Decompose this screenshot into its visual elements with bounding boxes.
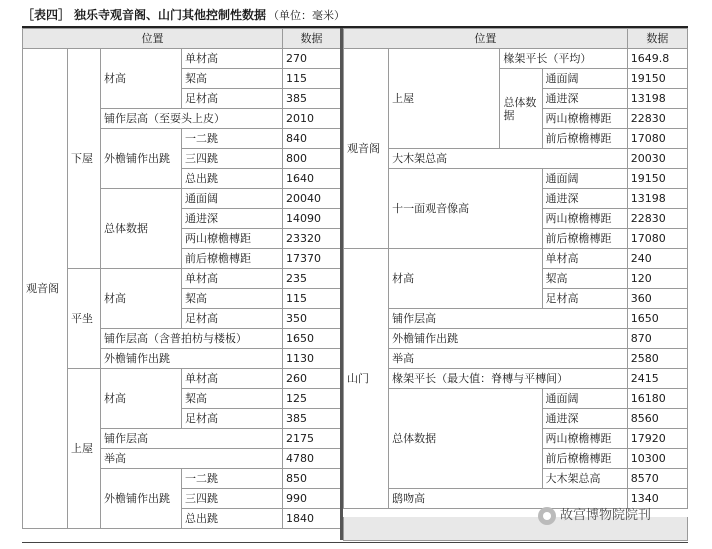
row-value: 17080: [627, 229, 687, 249]
row-value: 850: [283, 469, 341, 489]
row-label: 三四跳: [182, 149, 283, 169]
building-guanyinge: 观音阁: [344, 49, 389, 249]
row-group-label: 材高: [101, 49, 182, 109]
row-label: 前后橑檐槫距: [542, 229, 627, 249]
row-label: 单材高: [182, 369, 283, 389]
header-position: 位置: [23, 29, 283, 49]
row-label: 总出跳: [182, 509, 283, 529]
row-value: 20030: [627, 149, 687, 169]
row-group-label: 总体数据: [101, 189, 182, 269]
row-value: 120: [627, 269, 687, 289]
row-value: 1650: [627, 309, 687, 329]
row-value: 13198: [627, 189, 687, 209]
row-value: 4780: [283, 449, 341, 469]
row-value: 385: [283, 409, 341, 429]
row-label: 栔高: [182, 289, 283, 309]
row-value: 1130: [283, 349, 341, 369]
row-label: 铺作层高: [101, 429, 283, 449]
row-value: 2415: [627, 369, 687, 389]
row-value: 115: [283, 289, 341, 309]
row-label: 通进深: [542, 189, 627, 209]
row-value: 1649.8: [627, 49, 687, 69]
row-value: 240: [627, 249, 687, 269]
row-group-label: 总体数据: [389, 389, 542, 489]
row-label: 通面阔: [542, 389, 627, 409]
row-group-label: 材高: [389, 249, 542, 309]
guanyinge-table: [22, 28, 341, 529]
row-label: 椽架平长（平均）: [500, 49, 627, 69]
row-value: 13198: [627, 89, 687, 109]
row-label: 通面阔: [542, 69, 627, 89]
row-group-label: 外檐铺作出跳: [101, 129, 182, 189]
row-label: 前后橑檐槫距: [542, 129, 627, 149]
watermark: [538, 505, 651, 527]
row-value: 385: [283, 89, 341, 109]
row-value: 870: [627, 329, 687, 349]
table-title: 独乐寺观音阁、山门其他控制性数据: [74, 8, 267, 22]
row-label: 鸱吻高: [389, 489, 628, 509]
row-label: 前后橑檐槫距: [542, 449, 627, 469]
table-unit: （单位：毫米）: [268, 9, 346, 22]
row-value: 270: [283, 49, 341, 69]
row-value: 360: [627, 289, 687, 309]
row-label: 足材高: [182, 89, 283, 109]
row-label: 大木架总高: [389, 149, 628, 169]
row-value: 16180: [627, 389, 687, 409]
row-label: 外檐铺作出跳: [101, 349, 283, 369]
row-label: 单材高: [542, 249, 627, 269]
header-position: 位置: [344, 29, 628, 49]
row-value: 8570: [627, 469, 687, 489]
row-label: 栔高: [182, 389, 283, 409]
row-label: 通面阔: [542, 169, 627, 189]
row-value: 990: [283, 489, 341, 509]
shanmen-table: [343, 28, 688, 509]
row-value: 1650: [283, 329, 341, 349]
row-group-label: 十一面观音像高: [389, 169, 542, 249]
row-value: 125: [283, 389, 341, 409]
wechat-logo-icon: [538, 507, 556, 525]
row-label: 外檐铺作出跳: [389, 329, 628, 349]
table-caption: [22, 6, 345, 24]
row-label: 一二跳: [182, 129, 283, 149]
row-label: 椽架平长（最大值：脊槫与平槫间）: [389, 369, 628, 389]
row-label: 单材高: [182, 49, 283, 69]
row-label: 举高: [389, 349, 628, 369]
row-label: 一二跳: [182, 469, 283, 489]
row-value: 17920: [627, 429, 687, 449]
row-value: 23320: [283, 229, 341, 249]
row-value: 17080: [627, 129, 687, 149]
row-label: 铺作层高（含普拍枋与楼板）: [101, 329, 283, 349]
row-value: 19150: [627, 169, 687, 189]
watermark-text: 故宫博物院院刊: [560, 508, 652, 523]
row-group-label: 外檐铺作出跳: [101, 469, 182, 529]
row-label: 通进深: [182, 209, 283, 229]
row-label: 两山橑檐槫距: [542, 429, 627, 449]
section-pingzuo: 平坐: [68, 269, 101, 369]
row-label: 通进深: [542, 89, 627, 109]
building-guanyinge: 观音阁: [23, 49, 68, 529]
row-label: 足材高: [182, 409, 283, 429]
row-label: 通面阔: [182, 189, 283, 209]
row-group-label: 材高: [101, 369, 182, 429]
row-label: 足材高: [542, 289, 627, 309]
row-value: 22830: [627, 109, 687, 129]
row-label: 两山橑檐槫距: [542, 209, 627, 229]
row-value: 350: [283, 309, 341, 329]
row-value: 2175: [283, 429, 341, 449]
section-shangwu: 上屋: [68, 369, 101, 529]
row-value: 8560: [627, 409, 687, 429]
row-value: 260: [283, 369, 341, 389]
row-value: 1340: [627, 489, 687, 509]
row-value: 17370: [283, 249, 341, 269]
row-group-label: 总体数据: [500, 69, 542, 149]
row-value: 840: [283, 129, 341, 149]
row-value: 235: [283, 269, 341, 289]
row-label: 铺作层高（至耍头上皮）: [101, 109, 283, 129]
row-value: 14090: [283, 209, 341, 229]
row-group-label: 材高: [101, 269, 182, 329]
row-label: 足材高: [182, 309, 283, 329]
row-label: 栔高: [182, 69, 283, 89]
row-label: 大木架总高: [542, 469, 627, 489]
row-label: 两山橑檐槫距: [182, 229, 283, 249]
row-value: 20040: [283, 189, 341, 209]
row-value: 10300: [627, 449, 687, 469]
row-value: 800: [283, 149, 341, 169]
row-label: 两山橑檐槫距: [542, 109, 627, 129]
row-label: 单材高: [182, 269, 283, 289]
row-label: 举高: [101, 449, 283, 469]
header-data: 数据: [627, 29, 687, 49]
row-label: 通进深: [542, 409, 627, 429]
row-value: 1640: [283, 169, 341, 189]
row-value: 2010: [283, 109, 341, 129]
row-label: 铺作层高: [389, 309, 628, 329]
data-table: [22, 26, 688, 543]
row-label: 总出跳: [182, 169, 283, 189]
row-value: 22830: [627, 209, 687, 229]
header-data: 数据: [283, 29, 341, 49]
row-label: 前后橑檐槫距: [182, 249, 283, 269]
row-value: 1840: [283, 509, 341, 529]
table-number: ［表四］: [22, 8, 71, 22]
row-value: 19150: [627, 69, 687, 89]
row-label: 三四跳: [182, 489, 283, 509]
row-label: 栔高: [542, 269, 627, 289]
building-shanmen: 山门: [344, 249, 389, 509]
row-value: 115: [283, 69, 341, 89]
row-value: 2580: [627, 349, 687, 369]
section-shangwu: 上屋: [389, 49, 500, 149]
section-xiawu: 下屋: [68, 49, 101, 269]
